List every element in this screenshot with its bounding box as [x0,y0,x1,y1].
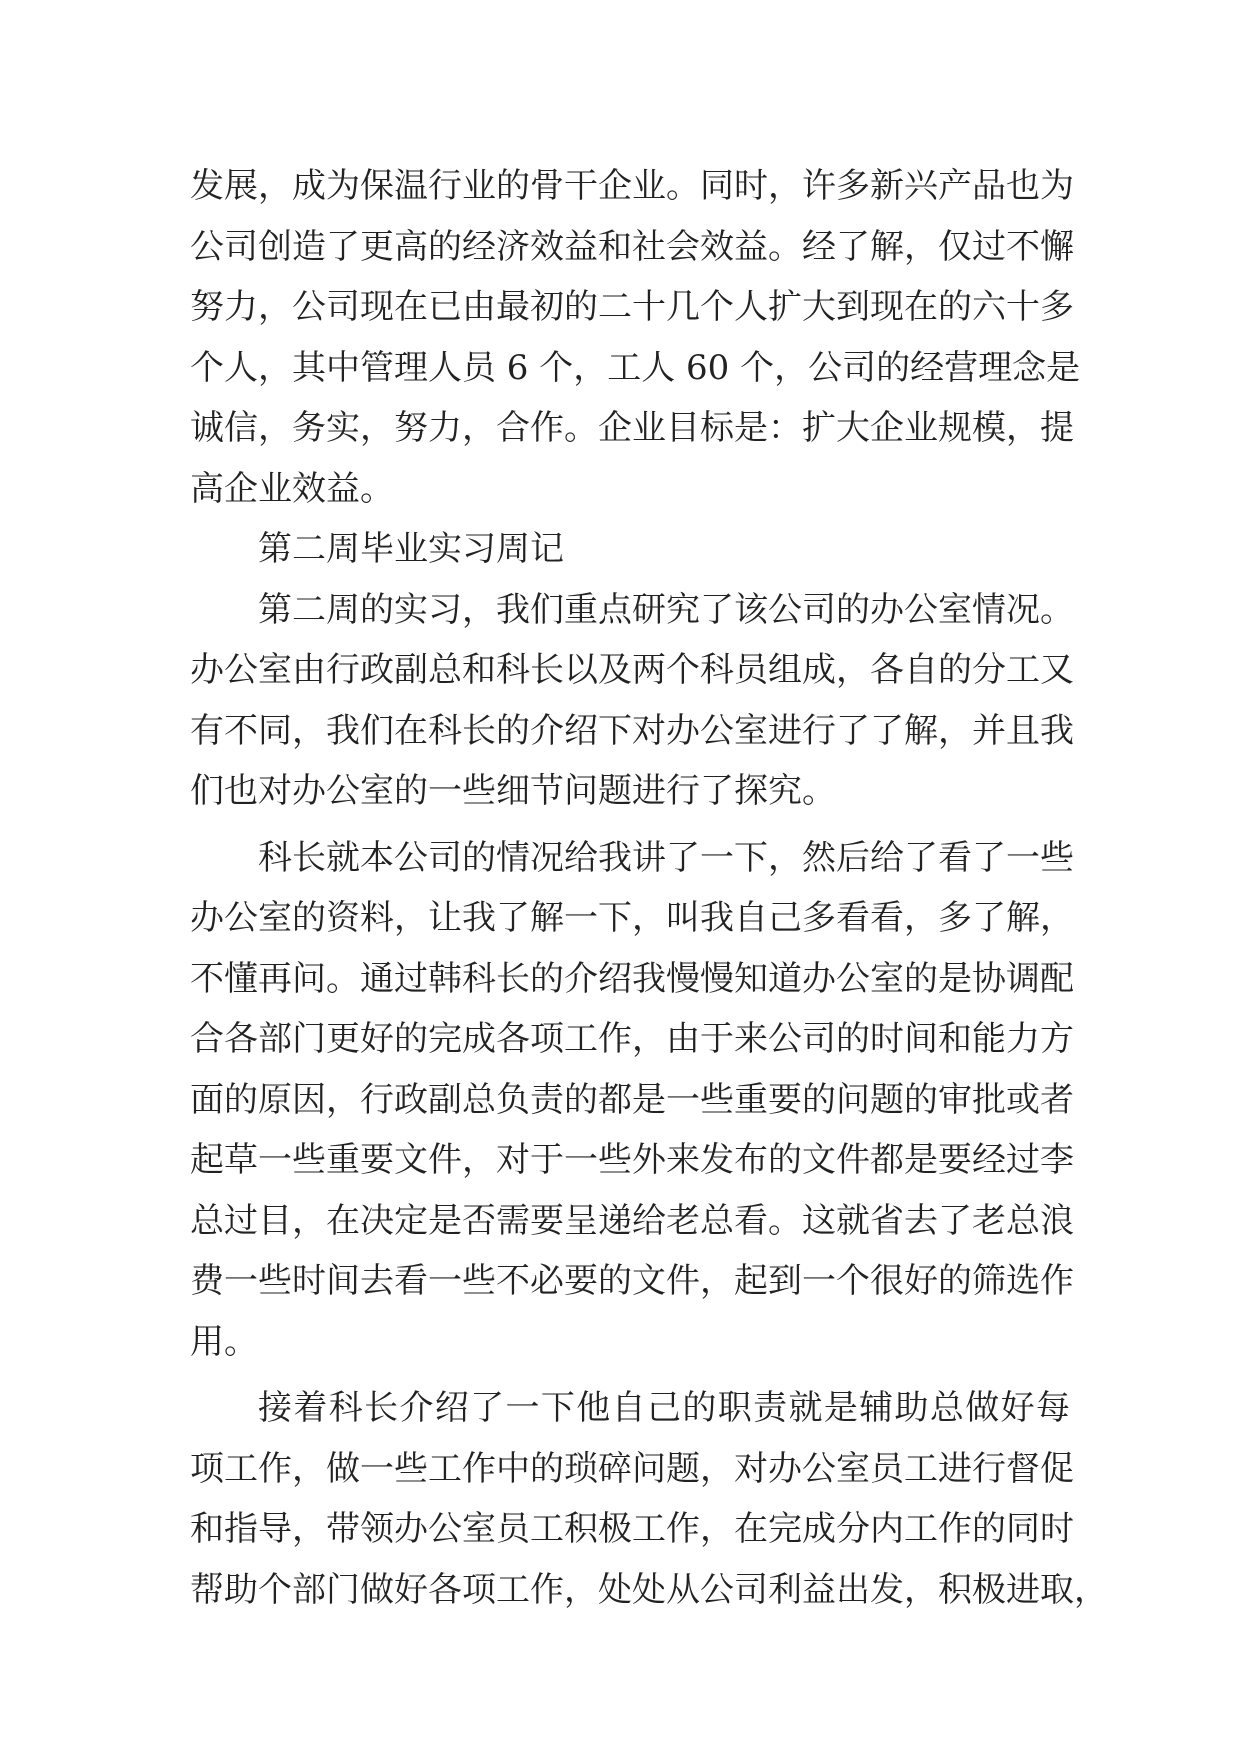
text-line: 起草一些重要文件，对于一些外来发布的文件都是要经过李 [190,1140,1074,1180]
text-line: 合各部门更好的完成各项工作，由于来公司的时间和能力方 [190,1019,1074,1059]
text-line: 和指导，带领办公室员工积极工作，在完成分内工作的同时 [190,1509,1074,1549]
text-line: 用。 [190,1321,258,1362]
text-line: 接着科长介绍了一下他自己的职责就是辅助总做好每 [258,1388,1070,1428]
document-body [190,156,1108,1620]
text-line: 个人，其中管理人员 6 个，工人 60 个，公司的经营理念是 [190,347,1081,388]
text-line: 面的原因，行政副总负责的都是一些重要的问题的审批或者 [190,1079,1074,1120]
text-line: 努力，公司现在已由最初的二十几个人扩大到现在的六十多 [190,287,1074,327]
paragraph-section-chief-duties [190,1378,1108,1620]
text-line: 项工作，做一些工作中的琐碎问题，对办公室员工进行督促 [190,1448,1074,1489]
text-line: 们也对办公室的一些细节问题进行了探究。 [190,771,836,811]
text-line: 发展，成为保温行业的骨干企业。同时，许多新兴产品也为 [190,166,1074,206]
text-line: 总过目，在决定是否需要呈递给老总看。这就省去了老总浪 [190,1200,1074,1241]
text-line: 办公室由行政副总和科长以及两个科员组成，各自的分工又 [190,650,1074,690]
text-line: 第二周的实习，我们重点研究了该公司的办公室情况。 [258,589,1074,630]
text-line: 科长就本公司的情况给我讲了一下，然后给了看了一些 [258,837,1074,878]
text-line: 高企业效益。 [190,468,394,509]
text-line: 帮助个部门做好各项工作，处处从公司利益出发，积极进取， [190,1569,1108,1610]
text-line: 不懂再问。通过韩科长的介绍我慢慢知道办公室的是协调配 [190,958,1074,999]
section-heading: 第二周毕业实习周记 [258,529,564,569]
text-line: 公司创造了更高的经济效益和社会效益。经了解，仅过不懈 [190,226,1074,267]
text-line: 诚信，务实，努力，合作。企业目标是：扩大企业规模，提 [190,408,1074,448]
text-line: 有不同，我们在科长的介绍下对办公室进行了了解，并且我 [190,710,1074,751]
paragraph-week-two-intro [190,580,1074,822]
paragraph-section-chief-briefing [190,828,1074,1373]
text-line: 办公室的资料，让我了解一下，叫我自己多看看，多了解， [190,898,1074,938]
paragraph-company-overview [190,156,1081,519]
text-line: 费一些时间去看一些不必要的文件，起到一个很好的筛选作 [190,1261,1074,1301]
